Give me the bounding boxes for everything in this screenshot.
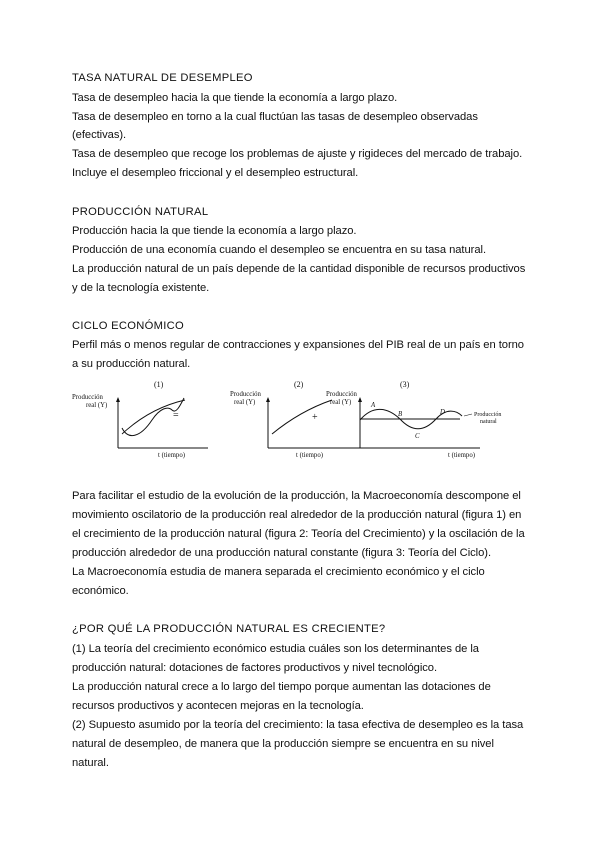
fig1-ylabel: Producción <box>72 394 103 401</box>
desempleo-line: Tasa de desempleo que recoge los problemas de ajuste y rigideces del mercado de trabajo. <box>72 148 523 160</box>
section-title-porque: ¿POR QUÉ LA PRODUCCIÓN NATURAL ES CRECIENTE? <box>72 623 386 635</box>
produccion-line: Producción hacia la que tiende la economía a largo plazo. <box>72 225 357 237</box>
porque-line: La producción natural crece a lo largo del tiempo porque aumentan las dotaciones de <box>72 681 491 693</box>
fig2-number: (2) <box>294 380 304 389</box>
facilitar-line: La Macroeconomía estudia de manera separada el crecimiento económico y el ciclo <box>72 566 485 578</box>
fig2-ylabel: Producción <box>230 391 261 398</box>
produccion-line: Producción de una economía cuando el desempleo se encuentra en su tasa natural. <box>72 244 486 256</box>
porque-line: natural de desempleo, de manera que la producción siempre se encuentra en su nivel <box>72 738 494 750</box>
ciclo-line: Perfil más o menos regular de contracciones y expansiones del PIB real de un país en torno <box>72 339 524 351</box>
desempleo-line: Tasa de desempleo hacia la que tiende la economía a largo plazo. <box>72 92 398 104</box>
produccion-line: La producción natural de un país depende de la cantidad disponible de recursos productivos <box>72 263 526 275</box>
produccion-line: y de la tecnología existente. <box>72 282 210 294</box>
section-title-produccion: PRODUCCIÓN NATURAL <box>72 206 209 218</box>
fig2-xlabel: t (tiempo) <box>296 452 323 459</box>
fig3-number: (3) <box>400 380 410 389</box>
fig3-trend-label: natural <box>480 419 497 425</box>
fig3-trend-label: Producción <box>474 412 502 418</box>
desempleo-line: (efectivas). <box>72 129 127 141</box>
equals-operator: = <box>173 410 179 421</box>
fig1-xlabel: t (tiempo) <box>158 452 185 459</box>
ciclo-line: a su producción natural. <box>72 358 191 370</box>
fig3-point-a: A <box>371 402 376 409</box>
fig3-ylabel: real (Y) <box>330 399 352 406</box>
figure-2 <box>268 400 360 448</box>
fig2-natural-curve <box>272 400 332 434</box>
facilitar-line: económico. <box>72 585 129 597</box>
fig3-ylabel: Producción <box>326 391 357 398</box>
porque-line: natural. <box>72 757 109 769</box>
porque-line: recursos productivos y acontecen mejoras en la tecnología. <box>72 700 364 712</box>
fig3-point-b: B <box>398 411 403 418</box>
fig3-xlabel: t (tiempo) <box>448 452 475 459</box>
porque-line: producción natural: dotaciones de factores productivos y nivel tecnológico. <box>72 662 438 674</box>
facilitar-line: producción alrededor de una producción natural constante (figura 3: Teoría del Ciclo). <box>72 547 492 559</box>
section-title-desempleo: TASA NATURAL DE DESEMPLEO <box>72 72 253 84</box>
figure-3 <box>360 400 480 448</box>
porque-line: (2) Supuesto asumido por la teoría del crecimiento: la tasa efectiva de desempleo es la tasa <box>72 719 524 731</box>
fig2-ylabel: real (Y) <box>234 399 256 406</box>
facilitar-line: el crecimiento de la producción natural (figura 2: Teoría del Crecimiento) y la oscilación de la <box>72 528 525 540</box>
plus-operator: + <box>312 412 318 423</box>
fig3-point-c: C <box>415 433 420 440</box>
fig3-point-d: D <box>440 409 445 416</box>
facilitar-line: movimiento oscilatorio de la producción real alrededor de la producción natural (figura 1) en <box>72 509 522 521</box>
desempleo-line: Tasa de desempleo en torno a la cual fluctúan las tasas de desempleo observadas <box>72 111 478 123</box>
desempleo-line: Incluye el desempleo friccional y el desempleo estructural. <box>72 167 359 179</box>
section-title-ciclo: CICLO ECONÓMICO <box>72 320 185 332</box>
fig1-ylabel: real (Y) <box>86 402 108 409</box>
fig3-label-pointer <box>464 414 472 416</box>
facilitar-line: Para facilitar el estudio de la evolución de la producción, la Macroeconomía descompone el <box>72 490 521 502</box>
fig1-number: (1) <box>154 380 164 389</box>
porque-line: (1) La teoría del crecimiento económico estudia cuáles son los determinantes de la <box>72 643 479 655</box>
figure-1 <box>118 398 208 448</box>
figures-diagram <box>60 376 540 468</box>
